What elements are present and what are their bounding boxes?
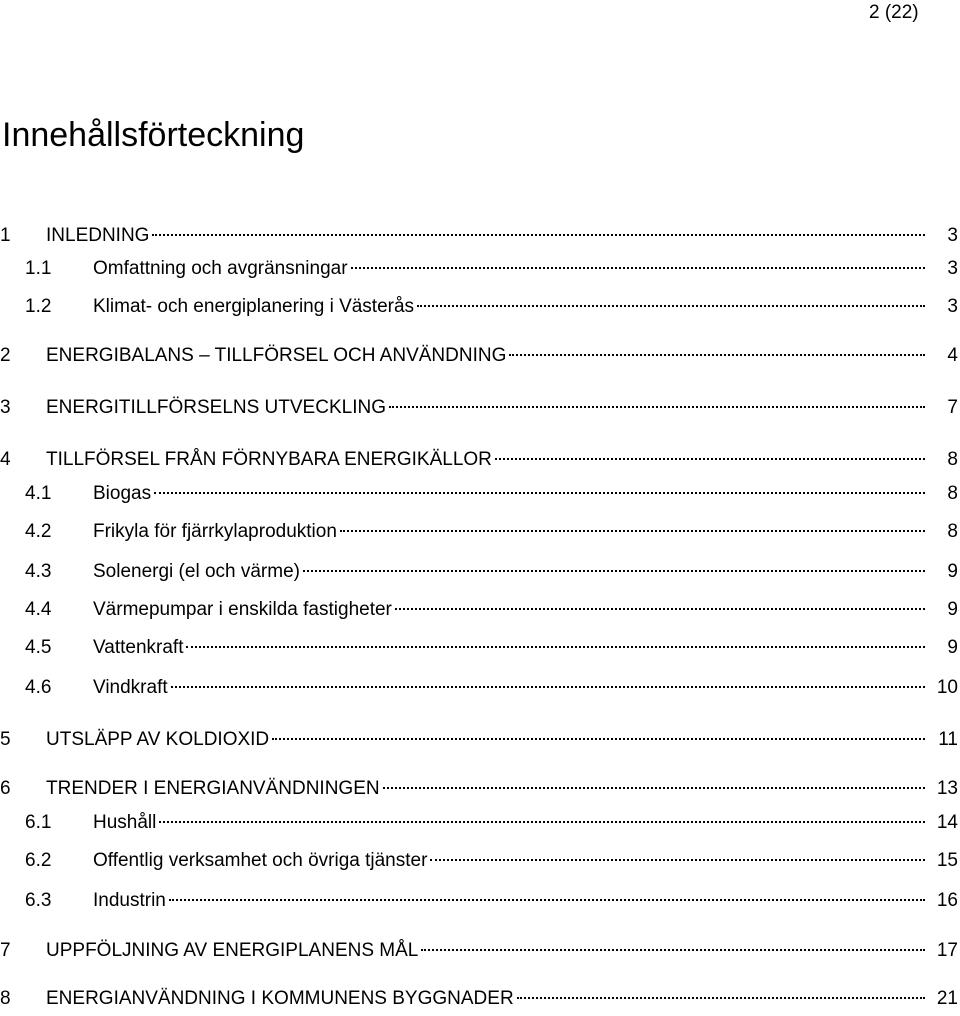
toc-leader [152,234,925,236]
toc-entry[interactable] [0,519,960,545]
toc-entry[interactable] [0,597,960,623]
toc-entry-label: ENERGIANVÄNDNING I KOMMUNENS BYGGNADER [46,988,514,1009]
toc-leader [159,821,925,823]
toc-leader [186,646,925,648]
toc-leader [495,458,925,460]
toc-entry[interactable] [0,810,960,836]
toc-entry-label: UPPFÖLJNING AV ENERGIPLANENS MÅL [46,940,419,961]
toc-entry[interactable] [0,938,960,964]
toc-entry-page: 21 [936,988,958,1009]
toc-entry-page: 8 [947,483,958,504]
toc-entry[interactable] [0,986,960,1012]
toc-entry[interactable] [0,848,960,874]
toc-entry[interactable] [0,223,960,249]
toc-title: Innehållsförteckning [2,116,305,154]
toc-leader [509,354,925,356]
toc-leader [395,608,925,610]
toc-entry-number: 3 [0,397,11,418]
toc-entry-number: 6.3 [25,890,52,911]
toc-entry-label: UTSLÄPP AV KOLDIOXID [46,729,270,750]
toc-entry[interactable] [0,294,960,320]
toc-entry-page: 3 [947,296,958,317]
toc-leader [169,899,925,901]
toc-entry-number: 8 [0,988,11,1009]
toc-entry-number: 4.3 [25,561,52,582]
toc-entry[interactable] [0,776,960,802]
toc-entry[interactable] [0,727,960,753]
toc-leader [383,787,925,789]
toc-leader [171,686,925,688]
toc-entry-number: 4.4 [25,599,52,620]
toc-entry-number: 6.2 [25,850,52,871]
toc-entry-label: Solenergi (el och värme) [93,561,300,582]
toc-entry-label: TILLFÖRSEL FRÅN FÖRNYBARA ENERGIKÄLLOR [46,449,492,470]
toc-entry-page: 15 [936,850,958,871]
toc-entry-label: Biogas [93,483,152,504]
toc-entry-number: 7 [0,940,11,961]
toc-leader [340,530,925,532]
toc-entry-label: Offentlig verksamhet och övriga tjänster [93,850,428,871]
toc-entry-page: 9 [947,561,958,582]
toc-entry-number: 4.1 [25,483,52,504]
toc-entry-label: Industrin [93,890,166,911]
toc-entry-page: 8 [947,521,958,542]
toc-entry-number: 4 [0,449,11,470]
toc-entry-label: Vindkraft [93,677,168,698]
toc-entry-page: 8 [947,449,958,470]
toc-entry-page: 17 [936,940,958,961]
toc-leader [417,305,925,307]
toc-leader [430,859,925,861]
toc-entry[interactable] [0,256,960,282]
toc-leader [351,267,925,269]
toc-entry-page: 16 [936,890,958,911]
toc-entry-page: 7 [947,397,958,418]
toc-entry-page: 3 [947,225,958,246]
toc-entry-number: 1.1 [25,258,52,279]
toc-leader [272,738,925,740]
toc-entry-page: 14 [936,812,958,833]
toc-entry-number: 4.5 [25,637,52,658]
toc-entry[interactable] [0,447,960,473]
toc-entry[interactable] [0,559,960,585]
toc-entry-number: 5 [0,729,11,750]
toc-entry-label: ENERGITILLFÖRSELNS UTVECKLING [46,397,386,418]
toc-entry-page: 4 [947,345,958,366]
toc-entry-label: Hushåll [93,812,157,833]
toc-entry-label: Frikyla för fjärrkylaproduktion [93,521,337,542]
toc-entry[interactable] [0,481,960,507]
toc-entry-label: Värmepumpar i enskilda fastigheter [93,599,392,620]
toc-entry-label: TRENDER I ENERGIANVÄNDNINGEN [46,778,380,799]
toc-entry[interactable] [0,675,960,701]
toc-leader [389,406,925,408]
toc-entry-number: 4.6 [25,677,52,698]
toc-entry-page: 9 [947,599,958,620]
toc-entry-label: Klimat- och energiplanering i Västerås [93,296,415,317]
toc-leader [517,997,925,999]
toc-leader [303,570,925,572]
toc-leader [421,949,925,951]
toc-leader [154,492,925,494]
toc-entry-number: 1.2 [25,296,52,317]
toc-entry-page: 9 [947,637,958,658]
toc-entry-page: 13 [936,778,958,799]
toc-entry-number: 2 [0,345,11,366]
toc-entry-label: Vattenkraft [93,637,184,658]
toc-entry-page: 11 [938,729,958,750]
toc-entry[interactable] [0,888,960,914]
toc-entry-label: INLEDNING [46,225,150,246]
toc-entry-number: 4.2 [25,521,52,542]
toc-entry[interactable] [0,343,960,369]
toc-entry[interactable] [0,635,960,661]
toc-entry-number: 6.1 [25,812,52,833]
toc-entry-label: ENERGIBALANS – TILLFÖRSEL OCH ANVÄNDNING [46,345,507,366]
toc-entry-label: Omfattning och avgränsningar [93,258,348,279]
page-number: 2 (22) [869,2,919,23]
toc-entry-page: 3 [947,258,958,279]
toc-entry[interactable] [0,395,960,421]
toc-entry-number: 1 [0,225,11,246]
toc-entry-number: 6 [0,778,11,799]
toc-entry-page: 10 [936,677,958,698]
